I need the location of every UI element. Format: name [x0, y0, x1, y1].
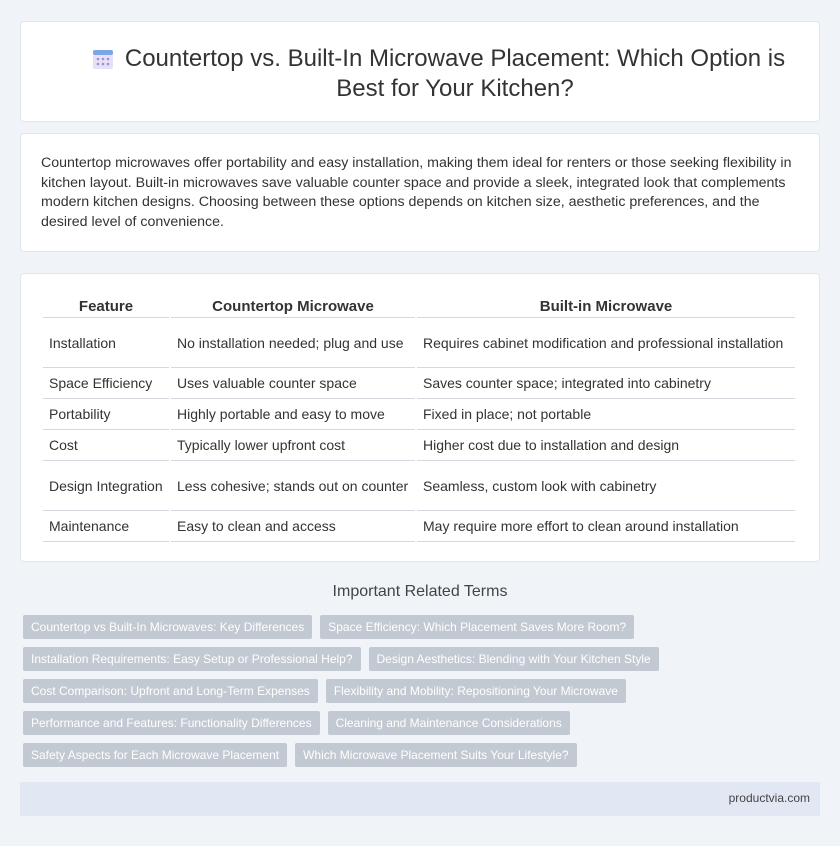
table-header-feature: Feature [43, 296, 169, 318]
table-row [43, 399, 795, 430]
related-term-tag[interactable]: Installation Requirements: Easy Setup or Professional Help? [23, 647, 361, 671]
table-cell: Easy to clean and access [171, 511, 415, 542]
table-header-countertop: Countertop Microwave [171, 296, 415, 318]
related-term-tag[interactable]: Flexibility and Mobility: Repositioning Your Microwave [326, 679, 626, 703]
table-row [43, 318, 795, 368]
intro-card [20, 133, 820, 252]
table-row [43, 368, 795, 399]
table-cell: Cost [43, 430, 169, 461]
table-cell: Fixed in place; not portable [417, 399, 795, 430]
table-cell: Seamless, custom look with cabinetry [417, 461, 795, 511]
table-cell: May require more effort to clean around installation [417, 511, 795, 542]
table-cell: Installation [43, 318, 169, 368]
table-cell: Uses valuable counter space [171, 368, 415, 399]
related-term-tag[interactable]: Cleaning and Maintenance Considerations [328, 711, 570, 735]
table-cell: Requires cabinet modification and professional installation [417, 318, 795, 368]
table-cell: Design Integration [43, 461, 169, 511]
table-cell: Higher cost due to installation and design [417, 430, 795, 461]
title-card [20, 21, 820, 122]
table-cell: Highly portable and easy to move [171, 399, 415, 430]
footer-site-link[interactable]: productvia.com [728, 791, 810, 805]
table-row [43, 461, 795, 511]
related-term-tag[interactable]: Which Microwave Placement Suits Your Lifestyle? [295, 743, 576, 767]
table-row [43, 511, 795, 542]
footer-bar [20, 782, 820, 816]
table-cell: Space Efficiency [43, 368, 169, 399]
page-title: Countertop vs. Built-In Microwave Placement: Which Option is Best for Your Kitchen? [124, 45, 786, 102]
related-term-tag[interactable]: Space Efficiency: Which Placement Saves More Room? [320, 615, 634, 639]
table-cell: Maintenance [43, 511, 169, 542]
related-terms-list [23, 615, 823, 775]
table-cell: Typically lower upfront cost [171, 430, 415, 461]
comparison-table-card [20, 273, 820, 562]
related-term-tag[interactable]: Safety Aspects for Each Microwave Placement [23, 743, 287, 767]
related-term-tag[interactable]: Design Aesthetics: Blending with Your Kitchen Style [369, 647, 659, 671]
related-term-tag[interactable]: Cost Comparison: Upfront and Long-Term Expenses [23, 679, 318, 703]
table-cell: Saves counter space; integrated into cabinetry [417, 368, 795, 399]
related-term-tag[interactable]: Countertop vs Built-In Microwaves: Key Differences [23, 615, 312, 639]
related-term-tag[interactable]: Performance and Features: Functionality Differences [23, 711, 320, 735]
related-terms-heading: Important Related Terms [332, 583, 508, 600]
table-cell: Less cohesive; stands out on counter [171, 461, 415, 511]
table-row [43, 430, 795, 461]
intro-paragraph: Countertop microwaves offer portability and easy installation, making them ideal for renters or those seeking flexibility in kitchen layout. Built-in microwaves save valuable counter space and provide a sleek, integrated look that complements modern kitchen designs. Choosing between these options depends on kitchen size, aesthetic preferences, and the desired level of convenience. [41, 155, 792, 230]
table-cell: No installation needed; plug and use [171, 318, 415, 368]
comparison-table [41, 296, 797, 542]
table-cell: Portability [43, 399, 169, 430]
table-header-built-in: Built-in Microwave [417, 296, 795, 318]
